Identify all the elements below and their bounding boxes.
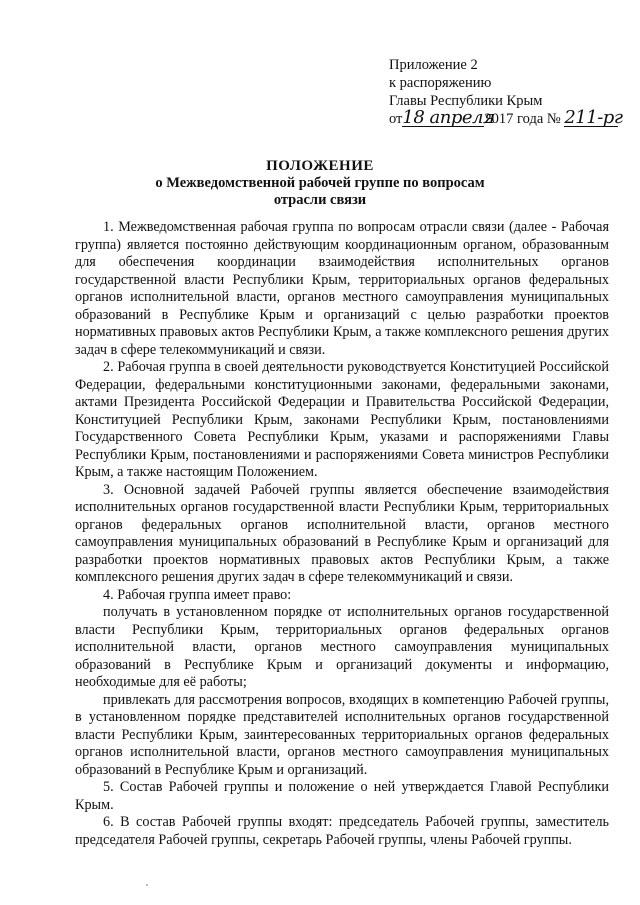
scan-speck: [146, 884, 148, 886]
date-number-line: [389, 107, 623, 128]
issuer-label: Главы Республики Крым: [389, 93, 543, 109]
handwritten-number: 211-рг: [564, 107, 623, 128]
document-body: [75, 219, 609, 849]
title-main: ПОЛОЖЕНИЕ: [266, 158, 374, 174]
paragraph-6: 6. В состав Рабочей группы входят: председатель Рабочей группы, заместитель председателя Рабочей группы, секретарь Рабочей группы, члены Рабочей группы.: [75, 814, 609, 848]
paragraph-4-item-2: привлекать для рассмотрения вопросов, входящих в компетенцию Рабочей группы, в установленном порядке представителей исполнительных органов государственной власти Республики Крым, заинтересованных территориальных органов федеральных органов исполнительной власти, органов местного самоуправления муниципальных образований в Республике Крым и организаций.: [75, 691, 609, 778]
handwritten-date: 18 апреля: [402, 107, 495, 128]
title-subtitle-2: отрасли связи: [273, 192, 367, 208]
paragraph-1: 1. Межведомственная рабочая группа по вопросам отрасли связи (далее - Рабочая группа) является постоянно действующим координационным органом, образованным для обеспечения координации взаимодействия исполнительных органов государственной власти Республики Крым, территориальных органов федеральных органов исполнительной власти, органов местного самоуправления муниципальных образований в Республике Крым и организаций с целью разработки проектов нормативных правовых актов Республики Крым, а также комплексного решения других задач в сфере телекоммуникаций и связи.: [75, 219, 609, 358]
paragraph-2: 2. Рабочая группа в своей деятельности руководствуется Конституцией Российской Федерации, федеральными конституционными законами, федеральными законами, актами Президента Российской Федерации и Правительства Российской Федерации, Конституцией Республики Крым, законами Республики Крым, постановлениями Государственного Совета Республики Крым, указами и распоряжениями Главы Республики Крым, постановлениями и распоряжениями Совета министров Республики Крым, а также настоящим Положением.: [75, 359, 609, 480]
date-suffix: 2017 года №: [484, 111, 561, 127]
paragraph-5: 5. Состав Рабочей группы и положение о ней утверждается Главой Республики Крым.: [75, 779, 609, 813]
appendix-label: Приложение 2: [389, 57, 478, 73]
date-prefix: от: [389, 111, 403, 127]
document-title: [0, 158, 640, 209]
order-reference: к распоряжению: [389, 75, 492, 91]
paragraph-4: 4. Рабочая группа имеет право:: [103, 586, 292, 603]
paragraph-3: 3. Основной задачей Рабочей группы является обеспечение взаимодействия исполнительных органов государственной власти Республики Крым, территориальных органов федеральных органов исполнительной власти, органов местного самоуправления муниципальных образований в Республике Крым и организаций для разработки проектов нормативных правовых актов Республики Крым, а также комплексного решения других задач в сфере телекоммуникаций и связи.: [75, 481, 609, 585]
appendix-header: [389, 56, 623, 128]
paragraph-4-item-1: получать в установленном порядке от исполнительных органов государственной власти Республики Крым, территориальных органов федеральных органов исполнительной власти, органов местного самоуправления муниципальных образований в Республике Крым и организаций документы и информацию, необходимые для её работы;: [75, 604, 609, 690]
title-subtitle-1: о Межведомственной рабочей группе по вопросам: [155, 175, 485, 191]
